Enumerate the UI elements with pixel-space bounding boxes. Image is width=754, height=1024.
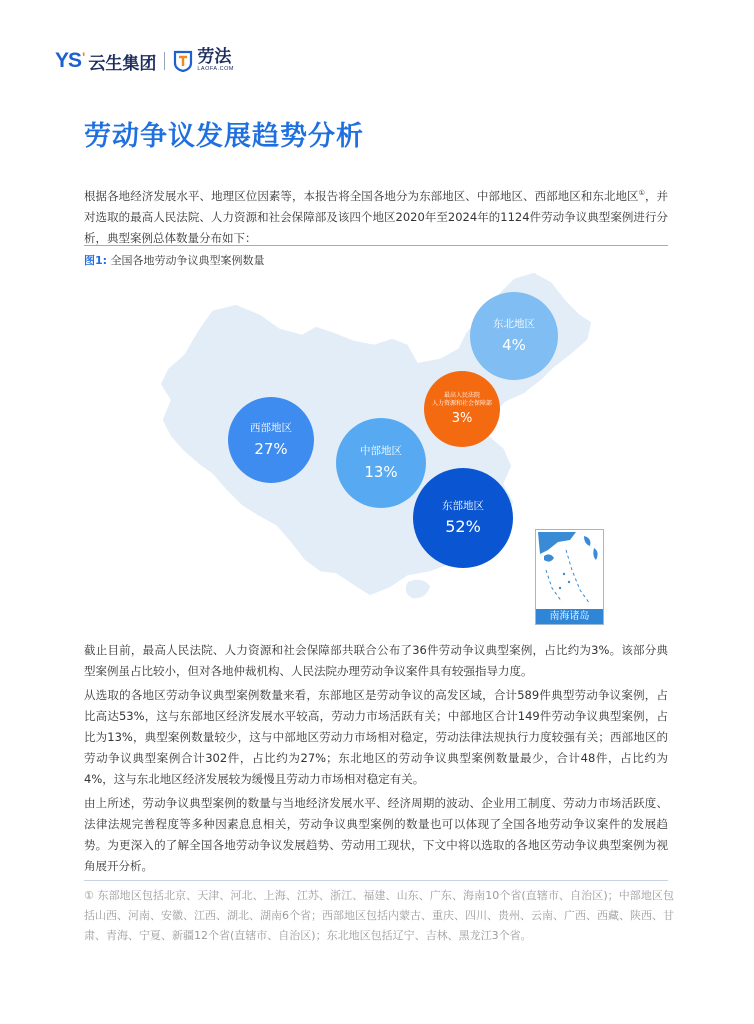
body-paragraph-2: 从选取的各地区劳动争议典型案例数量来看，东部地区是劳动争议的高发区域，合计589件典型劳动争议案例，占比高达53%，这与东部地区经济发展水平较高，劳动力市场活跃有关；中部地区合计149件劳动争议典型案例，占比为13%，典型案例数量较少，这与中部地区劳动力市场相对稳定，劳动法律法规执行力度较强有关；西部地区的劳动争议典型案例合计302件，占比约为27%；东北地区的劳动争议典型案例数量最少，合计48件，占比约为4%，这与东北地区经济发展较为缓慢且劳动力市场相对稳定有关。 bbox=[84, 688, 668, 786]
laofa-logo-icon bbox=[173, 50, 193, 72]
body-paragraph-3: 由上所述，劳动争议典型案例的数量与当地经济发展水平、经济周期的波动、企业用工制度、劳动力市场活跃度、法律法规完善程度等多种因素息息相关，劳动争议典型案例的数量也可以体现了全国各地劳动争议案件的发展趋势。为更深入的了解全国各地劳动争议发展趋势、劳动用工现状，下文中将以选取的各地区劳动争议典型案例为视角展开分析。 bbox=[84, 796, 668, 873]
yunsheng-group-logo-text: 云生集团 bbox=[88, 53, 157, 74]
figure-top-divider bbox=[84, 245, 668, 246]
ys-logo: YS' bbox=[55, 49, 85, 72]
bubble-west: 西部地区 27% bbox=[228, 397, 314, 483]
footnote-divider bbox=[84, 880, 668, 881]
body-paragraph-1: 截止目前，最高人民法院、人力资源和社会保障部共联合公布了36件劳动争议典型案例，占比约为3%。该部分典型案例虽占比较小，但对各地仲裁机构、人民法院办理劳动争议案件具有较强指导力度。 bbox=[84, 643, 668, 678]
bubble-east: 东部地区 52% bbox=[413, 468, 513, 568]
bubble-central: 中部地区 13% bbox=[336, 418, 426, 508]
header-logos bbox=[55, 48, 234, 74]
laofa-logo-text: 劳法 LAOFA.COM bbox=[197, 47, 234, 73]
bubble-supreme-court-mohrss: 最高人民法院 人力资源和社会保障部 3% bbox=[424, 371, 500, 447]
bubble-northeast: 东北地区 4% bbox=[470, 292, 558, 380]
footnote-marker: ① bbox=[638, 189, 645, 197]
south-china-sea-inset bbox=[535, 529, 604, 625]
inset-label: 南海诸岛 bbox=[536, 609, 603, 624]
figure-caption-text: 全国各地劳动争议典型案例数量 bbox=[110, 254, 265, 267]
figure-number: 图1: bbox=[84, 254, 108, 267]
inset-map bbox=[536, 530, 603, 609]
page-title: 劳动争议发展趋势分析 bbox=[84, 121, 364, 152]
intro-paragraph: 根据各地经济发展水平、地理区位因素等，本报告将全国各地分为东部地区、中部地区、西部地区和东北地区①，并对选取的最高人民法院、人力资源和社会保障部及该四个地区2020年至2024年的1124件劳动争议典型案例进行分析，典型案例总体数量分布如下： bbox=[84, 188, 669, 245]
footnote: ① 东部地区包括北京、天津、河北、上海、江苏、浙江、福建、山东、广东、海南10个省(直辖市、自治区)；中部地区包括山西、河南、安徽、江西、湖北、湖南6个省；西部地区包括内蒙古、重庆、四川、贵州、云南、广西、西藏、陕西、甘肃、青海、宁夏、新疆12个省(直辖市、自治区)；东北地区包括辽宁、吉林、黑龙江3个省。 bbox=[84, 889, 674, 942]
figure-caption bbox=[84, 252, 265, 268]
logo-divider bbox=[164, 52, 165, 70]
